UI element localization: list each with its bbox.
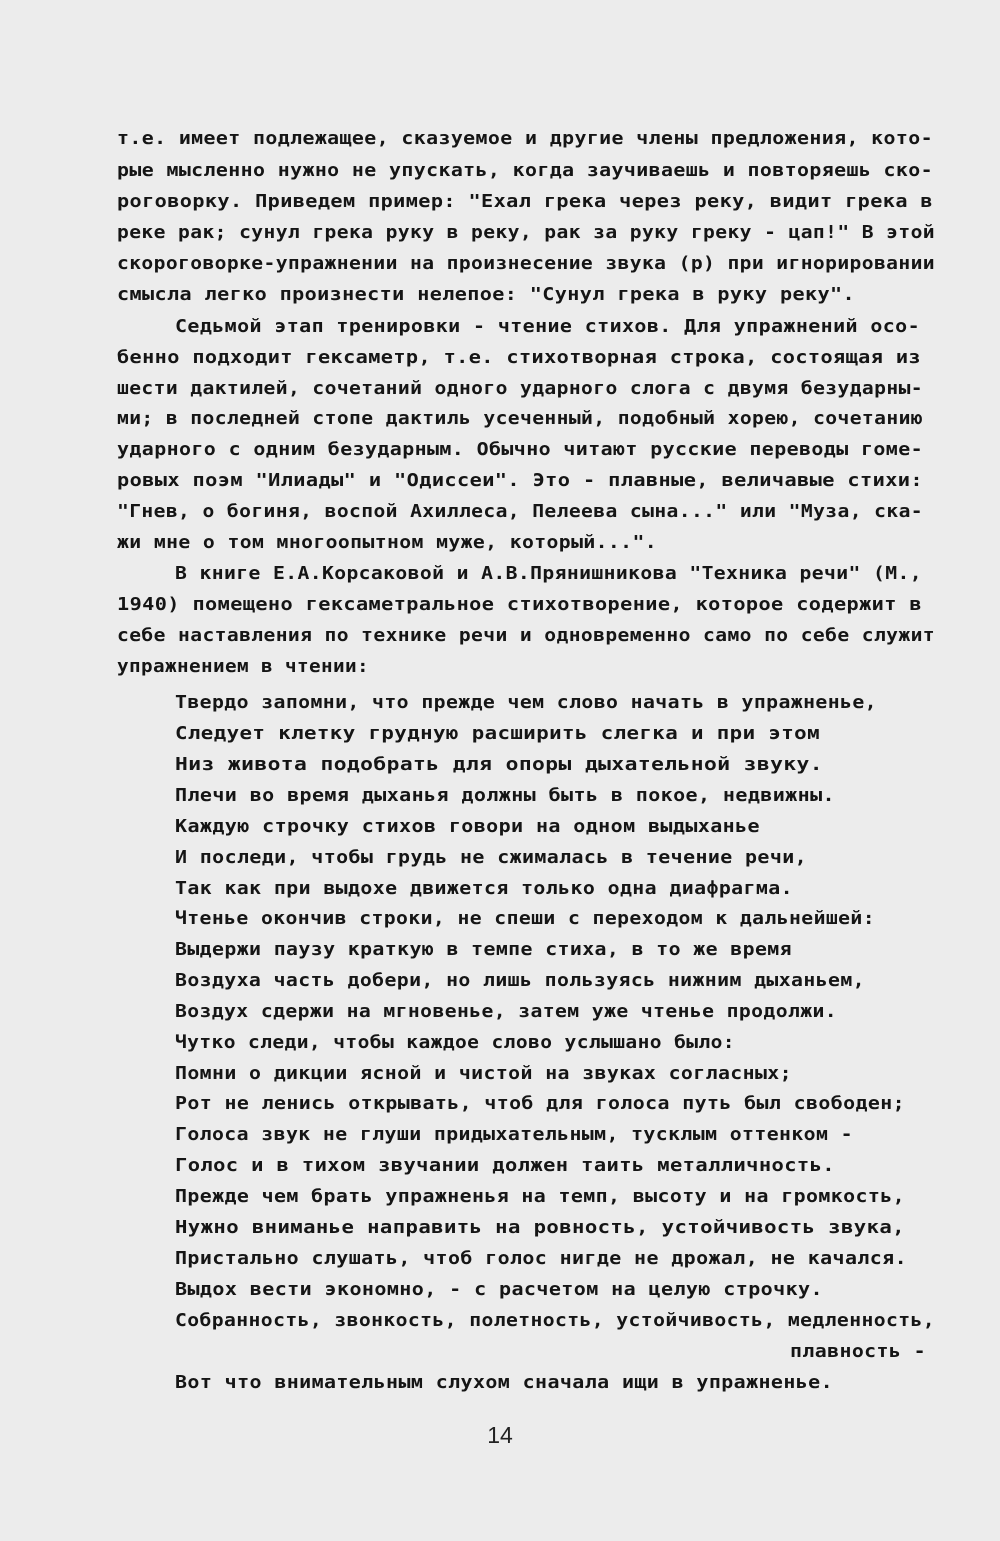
poem-line: И последи, чтобы грудь не сжималась в течение речи,	[175, 848, 807, 868]
poem-line: Выдох вести экономно, - с расчетом на целую строчку.	[175, 1280, 823, 1300]
poem-line: Голоса звук не глуши придыхательным, тусклым оттенком -	[175, 1125, 853, 1145]
poem-line-continuation: плавность -	[790, 1342, 926, 1362]
text-line: рые мысленно нужно не упускать, когда заучиваешь и повторяешь ско-	[117, 161, 933, 181]
poem-line: Собранность, звонкость, полетность, устойчивость, медленность,	[175, 1311, 935, 1331]
text-line: т.е. имеет подлежащее, сказуемое и другие члены предложения, кото-	[117, 129, 933, 149]
poem-line: Пристально слушать, чтоб голос нигде не дрожал, не качался.	[175, 1249, 907, 1269]
text-line: скороговорке-упражнении на произнесение звука (р) при игнорировании	[117, 254, 935, 274]
poem-line: Следует клетку грудную расширить слегка и при этом	[175, 724, 820, 744]
poem-line: Каждую строчку стихов говори на одном выдыханье	[175, 817, 760, 837]
text-line: ми; в последней стопе дактиль усеченный, подобный хорею, сочетанию	[117, 409, 924, 429]
poem-line: Твердо запомни, что прежде чем слово начать в упражненье,	[175, 693, 877, 713]
text-line: ровых поэм "Илиады" и "Одиссеи". Это - плавные, величавые стихи:	[117, 471, 923, 491]
text-line: шести дактилей, сочетаний одного ударного слога с двумя безударны-	[117, 379, 924, 399]
page-number: 14	[487, 1422, 513, 1448]
text-line: ударного с одним безударным. Обычно читают русские переводы гоме-	[117, 440, 923, 460]
text-line: 1940) помещено гексаметральное стихотворение, которое содержит в	[117, 595, 922, 615]
poem-line: Нужно вниманье направить на ровность, устойчивость звука,	[175, 1218, 905, 1238]
poem-line: Плечи во время дыханья должны быть в покое, недвижны.	[175, 786, 835, 806]
poem-line: Вот что внимательным слухом сначала ищи в упражненье.	[175, 1373, 833, 1393]
text-line: "Гнев, о богиня, воспой Ахиллеса, Пелеева сына..." или "Муза, ска-	[117, 502, 924, 522]
poem-line: Воздуха часть добери, но лишь пользуясь нижним дыханьем,	[175, 971, 866, 991]
poem-line: Прежде чем брать упражненья на темп, высоту и на громкость,	[175, 1187, 905, 1207]
poem-line: Выдержи паузу краткую в темпе стиха, в то же время	[175, 940, 792, 960]
poem-line: Воздух сдержи на мгновенье, затем уже чтенье продолжи.	[175, 1002, 837, 1022]
text-line: упражнением в чтении:	[117, 657, 369, 677]
text-line: В книге Е.А.Корсаковой и А.В.Прянишникова "Техника речи" (М.,	[175, 564, 923, 584]
poem-line: Помни о дикции ясной и чистой на звуках согласных;	[175, 1064, 792, 1084]
text-line: реке рак; сунул грека руку в реку, рак за руку греку - цап!" В этой	[117, 223, 935, 243]
poem-line: Голос и в тихом звучании должен таить металличность.	[175, 1156, 835, 1176]
text-line: роговорку. Приведем пример: "Ехал грека через реку, видит грека в	[117, 192, 933, 212]
poem-line: Низ живота подобрать для опоры дыхательной звуку.	[175, 755, 823, 775]
text-line: бенно подходит гексаметр, т.е. стихотворная строка, состоящая из	[117, 348, 921, 368]
text-line: Седьмой этап тренировки - чтение стихов. Для упражнений осо-	[175, 317, 920, 337]
poem-line: Так как при выдохе движется только одна диафрагма.	[175, 879, 793, 899]
text-line: смысла легко произнести нелепое: "Сунул грека в руку реку".	[117, 285, 855, 305]
poem-line: Чтенье окончив строки, не спеши с переходом к дальнейшей:	[175, 909, 875, 929]
poem-line: Чутко следи, чтобы каждое слово услышано было:	[175, 1033, 735, 1053]
poem-line: Рот не ленись открывать, чтоб для голоса путь был свободен;	[175, 1094, 905, 1114]
text-line: жи мне о том многоопытном муже, который...".	[117, 533, 657, 553]
text-line: себе наставления по технике речи и одновременно само по себе служит	[117, 626, 935, 646]
